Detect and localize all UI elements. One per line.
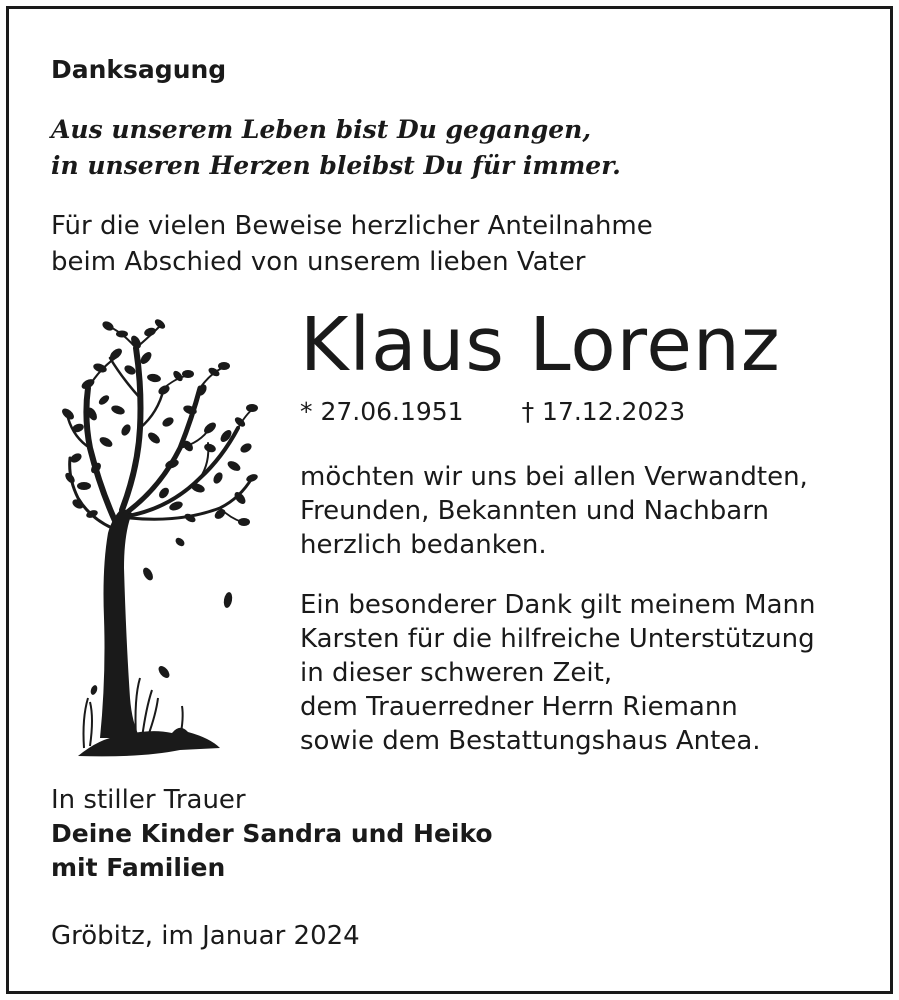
special-thanks-text <box>300 588 816 758</box>
motto-line: in unseren Herzen bleibst Du für immer. <box>51 151 621 180</box>
tree-silhouette-icon <box>60 318 260 763</box>
death-date: † 17.12.2023 <box>521 397 686 426</box>
life-dates <box>300 395 685 429</box>
special-thanks-line: in dieser schweren Zeit, <box>300 658 613 688</box>
thanks-line: Freunden, Bekannten und Nachbarn <box>300 496 769 526</box>
special-thanks-line: Karsten für die hilfreiche Unterstützung <box>300 624 815 654</box>
special-thanks-line: Ein besonderer Dank gilt meinem Mann <box>300 590 816 620</box>
motto-verse <box>51 112 621 184</box>
intro-line: Für die vielen Beweise herzlicher Anteilnahme <box>51 211 653 241</box>
thanks-line: herzlich bedanken. <box>300 530 547 560</box>
motto-line: Aus unserem Leben bist Du gegangen, <box>51 115 592 144</box>
thanks-line: möchten wir uns bei allen Verwandten, <box>300 462 808 492</box>
special-thanks-line: sowie dem Bestattungshaus Antea. <box>300 726 761 756</box>
place-date: Gröbitz, im Januar 2024 <box>51 921 360 951</box>
signatory-line: Deine Kinder Sandra und Heiko <box>51 819 493 848</box>
signatory-line: mit Familien <box>51 853 226 882</box>
intro-text <box>51 208 653 280</box>
mourning-line: In stiller Trauer <box>51 785 246 815</box>
signatories <box>51 817 493 885</box>
intro-line: beim Abschied von unserem lieben Vater <box>51 247 586 277</box>
notice-heading: Danksagung <box>51 55 227 84</box>
thanks-text <box>300 460 808 562</box>
birth-date: * 27.06.1951 <box>300 397 464 426</box>
special-thanks-line: dem Trauerredner Herrn Riemann <box>300 692 738 722</box>
deceased-name: Klaus Lorenz <box>300 302 781 388</box>
